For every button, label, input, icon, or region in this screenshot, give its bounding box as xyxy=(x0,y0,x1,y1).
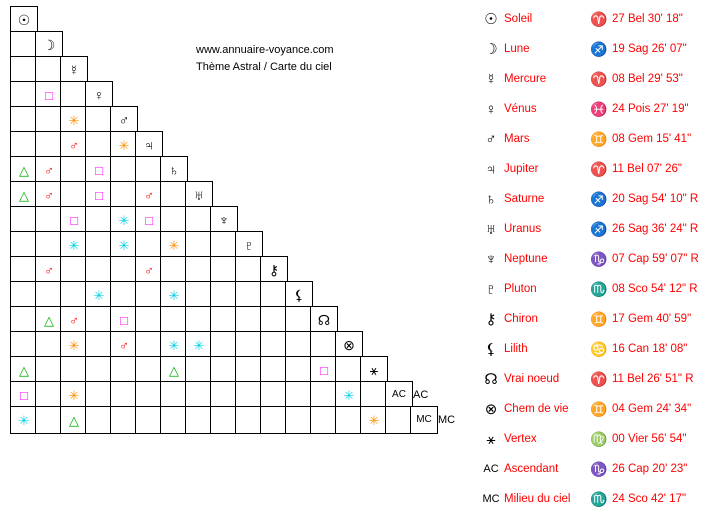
aspect-cell xyxy=(235,331,263,359)
aspect-cell xyxy=(285,381,313,409)
zodiac-sign-icon: ♓ xyxy=(590,100,608,117)
aspect-cell xyxy=(360,406,388,434)
body-glyph: ☽ xyxy=(42,37,56,53)
aspect-cell xyxy=(360,381,388,409)
aspect-cell xyxy=(35,56,63,84)
aspect-cell xyxy=(110,231,138,259)
zodiac-sign-icon: ♊ xyxy=(590,400,608,417)
body-name: Vénus xyxy=(504,103,537,115)
aspect-cell xyxy=(10,206,38,234)
aspect-grid-diagonal-cell xyxy=(360,356,388,384)
aspect-symbol: □ xyxy=(95,162,103,178)
table-row xyxy=(478,124,704,154)
body-name: Vertex xyxy=(504,433,537,445)
chart-subtitle: Thème Astral / Carte du ciel xyxy=(196,61,332,73)
body-glyph-icon: ♀ xyxy=(485,100,497,118)
zodiac-sign-icon: ♋ xyxy=(590,340,608,357)
aspect-cell xyxy=(185,306,213,334)
aspect-symbol: ♂ xyxy=(44,187,54,203)
body-glyph-icon: MC xyxy=(482,493,500,505)
aspect-cell xyxy=(110,256,138,284)
table-row xyxy=(478,364,704,394)
aspect-cell xyxy=(110,306,138,334)
body-position: 00 Vier 56' 54" xyxy=(612,433,687,445)
aspect-grid-diagonal-cell xyxy=(410,406,438,434)
aspect-cell xyxy=(110,331,138,359)
aspect-cell xyxy=(35,306,63,334)
aspect-grid-diagonal-cell xyxy=(10,6,38,34)
aspect-symbol: ✳ xyxy=(118,237,130,253)
aspect-cell xyxy=(85,356,113,384)
aspect-symbol: ✳ xyxy=(343,387,355,403)
body-name: Lune xyxy=(504,43,530,55)
aspect-cell xyxy=(235,406,263,434)
aspect-cell xyxy=(10,256,38,284)
aspect-cell xyxy=(210,406,238,434)
table-row xyxy=(478,154,704,184)
body-glyph: ♇ xyxy=(243,237,255,253)
aspect-cell xyxy=(60,281,88,309)
aspect-cell xyxy=(210,256,238,284)
aspect-cell xyxy=(160,256,188,284)
body-position: 20 Sag 54' 10" R xyxy=(612,193,699,205)
aspect-cell xyxy=(85,331,113,359)
body-name: Soleil xyxy=(504,13,533,25)
body-position: 08 Sco 54' 12" R xyxy=(612,283,698,295)
body-name: Mars xyxy=(504,133,530,145)
aspect-cell xyxy=(85,106,113,134)
aspect-symbol: □ xyxy=(145,212,153,228)
body-glyph: ♄ xyxy=(168,162,180,178)
body-position: 08 Gem 15' 41" xyxy=(612,133,692,145)
aspect-cell xyxy=(160,381,188,409)
body-position: 19 Sag 26' 07" xyxy=(612,43,687,55)
table-row xyxy=(478,34,704,64)
body-glyph-icon: ♃ xyxy=(485,160,497,178)
body-glyph: ⊗ xyxy=(343,337,355,353)
aspect-symbol: ✳ xyxy=(118,137,130,153)
aspect-cell xyxy=(10,231,38,259)
aspect-cell xyxy=(35,206,63,234)
body-glyph: ☊ xyxy=(317,312,331,328)
aspect-grid-diagonal-cell xyxy=(85,81,113,109)
aspect-grid-diagonal-cell xyxy=(260,256,288,284)
aspect-cell xyxy=(85,306,113,334)
body-glyph: ♆ xyxy=(218,212,230,228)
table-row xyxy=(478,484,704,514)
body-glyph-icon: ⚹ xyxy=(486,430,496,448)
table-row xyxy=(478,274,704,304)
aspect-cell xyxy=(85,206,113,234)
aspect-symbol: △ xyxy=(169,362,179,378)
aspect-cell xyxy=(60,181,88,209)
body-position: 26 Sag 36' 24" R xyxy=(612,223,699,235)
aspect-cell xyxy=(135,306,163,334)
aspect-cell xyxy=(185,231,213,259)
aspect-grid-diagonal-cell xyxy=(185,181,213,209)
aspect-cell xyxy=(85,231,113,259)
aspect-symbol: ✳ xyxy=(18,412,30,428)
zodiac-sign-icon: ♈ xyxy=(590,160,608,177)
aspect-cell xyxy=(10,381,38,409)
aspect-cell xyxy=(285,356,313,384)
aspect-cell xyxy=(10,331,38,359)
body-glyph-icon: AC xyxy=(483,463,499,475)
aspect-symbol: △ xyxy=(19,187,29,203)
body-glyph: ♅ xyxy=(193,187,205,203)
zodiac-sign-icon: ♍ xyxy=(590,430,608,447)
aspect-cell xyxy=(10,81,38,109)
aspect-symbol: △ xyxy=(19,362,29,378)
aspect-cell xyxy=(285,306,313,334)
body-glyph-icon: ♇ xyxy=(485,280,497,298)
aspect-cell xyxy=(210,331,238,359)
body-position: 11 Bel 07' 26" xyxy=(612,163,683,175)
table-row xyxy=(478,424,704,454)
aspect-cell xyxy=(185,331,213,359)
aspect-grid-diagonal-cell xyxy=(110,106,138,134)
zodiac-sign-icon: ♈ xyxy=(590,370,608,387)
aspect-grid-diagonal-cell xyxy=(335,331,363,359)
aspect-cell xyxy=(110,356,138,384)
zodiac-sign-icon: ♑ xyxy=(590,460,608,477)
aspect-cell xyxy=(10,156,38,184)
aspect-cell xyxy=(10,356,38,384)
aspect-grid-diagonal-cell xyxy=(210,206,238,234)
aspect-cell xyxy=(210,231,238,259)
aspect-cell xyxy=(310,331,338,359)
aspect-cell xyxy=(35,81,63,109)
aspect-cell xyxy=(35,256,63,284)
body-glyph-icon: ☉ xyxy=(484,11,498,28)
aspect-cell xyxy=(260,306,288,334)
aspect-symbol: □ xyxy=(20,387,28,403)
table-row xyxy=(478,304,704,334)
table-row xyxy=(478,94,704,124)
aspect-cell xyxy=(260,406,288,434)
aspect-cell xyxy=(160,406,188,434)
aspect-symbol: ♂ xyxy=(69,312,79,328)
aspect-cell xyxy=(85,181,113,209)
table-row xyxy=(478,334,704,364)
aspect-grid-diagonal-cell xyxy=(385,381,413,409)
aspect-cell xyxy=(60,381,88,409)
aspect-cell xyxy=(285,331,313,359)
aspect-cell xyxy=(235,256,263,284)
aspect-cell xyxy=(185,406,213,434)
aspect-symbol: ✳ xyxy=(68,112,80,128)
aspect-cell xyxy=(335,381,363,409)
body-glyph-icon: ♂ xyxy=(485,130,497,148)
aspect-symbol: ✳ xyxy=(68,237,80,253)
aspect-cell xyxy=(185,281,213,309)
aspect-symbol: ♂ xyxy=(144,187,154,203)
table-row xyxy=(478,244,704,274)
body-name: Lilith xyxy=(504,343,528,355)
aspect-cell xyxy=(85,281,113,309)
table-row xyxy=(478,394,704,424)
body-position: 24 Sco 42' 17" xyxy=(612,493,687,505)
aspect-cell xyxy=(10,106,38,134)
aspect-symbol: △ xyxy=(69,412,79,428)
body-glyph: ☿ xyxy=(68,62,80,78)
body-position: 17 Gem 40' 59" xyxy=(612,313,692,325)
body-glyph-icon: ☊ xyxy=(484,371,498,388)
body-name: Chiron xyxy=(504,313,538,325)
aspect-cell xyxy=(60,331,88,359)
aspect-cell xyxy=(135,256,163,284)
aspect-cell xyxy=(185,206,213,234)
zodiac-sign-icon: ♏ xyxy=(590,490,608,507)
body-glyph: ⚷ xyxy=(268,262,280,278)
edge-label-mc: MC xyxy=(438,414,456,426)
aspect-cell xyxy=(110,281,138,309)
aspect-cell xyxy=(110,206,138,234)
aspect-cell xyxy=(260,331,288,359)
zodiac-sign-icon: ♈ xyxy=(590,70,608,87)
aspect-symbol: ♂ xyxy=(144,262,154,278)
aspect-cell xyxy=(85,131,113,159)
aspect-cell xyxy=(260,356,288,384)
aspect-cell xyxy=(160,206,188,234)
body-position: 04 Gem 24' 34" xyxy=(612,403,692,415)
table-row xyxy=(478,4,704,34)
aspect-symbol: △ xyxy=(44,312,54,328)
aspect-symbol: ✳ xyxy=(368,412,380,428)
aspect-grid-diagonal-cell xyxy=(160,156,188,184)
body-position: 11 Bel 26' 51" R xyxy=(612,373,694,385)
table-row xyxy=(478,454,704,484)
aspect-cell xyxy=(135,281,163,309)
aspect-cell xyxy=(135,381,163,409)
aspect-cell xyxy=(135,356,163,384)
aspect-symbol: ♂ xyxy=(69,137,79,153)
aspect-cell xyxy=(135,406,163,434)
aspect-cell xyxy=(35,356,63,384)
aspect-cell xyxy=(110,131,138,159)
aspect-cell xyxy=(135,181,163,209)
aspect-grid-diagonal-cell xyxy=(285,281,313,309)
body-name: Milieu du ciel xyxy=(504,493,571,505)
aspect-symbol: ✳ xyxy=(118,212,130,228)
aspect-symbol: ♂ xyxy=(119,337,129,353)
aspect-cell xyxy=(60,356,88,384)
body-name: Ascendant xyxy=(504,463,559,475)
aspect-cell xyxy=(310,381,338,409)
body-glyph: ⚸ xyxy=(293,287,305,303)
aspect-cell xyxy=(160,231,188,259)
aspect-cell xyxy=(335,356,363,384)
table-row xyxy=(478,184,704,214)
aspect-symbol: ✳ xyxy=(93,287,105,303)
aspect-cell xyxy=(335,406,363,434)
body-glyph-icon: ⚷ xyxy=(485,311,497,328)
aspect-cell xyxy=(235,356,263,384)
aspect-cell xyxy=(10,31,38,59)
body-name: Uranus xyxy=(504,223,542,235)
body-name: Saturne xyxy=(504,193,545,205)
zodiac-sign-icon: ♐ xyxy=(590,190,608,207)
edge-label-ac: AC xyxy=(413,389,429,401)
aspect-cell xyxy=(60,81,88,109)
planet-positions-table xyxy=(478,4,704,514)
zodiac-sign-icon: ♐ xyxy=(590,40,608,57)
aspect-cell xyxy=(85,406,113,434)
aspect-cell xyxy=(310,356,338,384)
aspect-cell xyxy=(310,406,338,434)
aspect-cell xyxy=(35,156,63,184)
aspect-cell xyxy=(135,156,163,184)
body-glyph-icon: ♅ xyxy=(485,220,497,238)
table-row xyxy=(478,64,704,94)
aspect-cell xyxy=(235,281,263,309)
body-position: 08 Bel 29' 53" xyxy=(612,73,683,85)
body-glyph-icon: ⚸ xyxy=(485,341,497,358)
aspect-symbol: □ xyxy=(95,187,103,203)
aspect-cell xyxy=(110,381,138,409)
body-glyph: ♂ xyxy=(118,112,130,128)
zodiac-sign-icon: ♊ xyxy=(590,130,608,147)
zodiac-sign-icon: ♏ xyxy=(590,280,608,297)
aspect-cell xyxy=(135,331,163,359)
site-url-text: www.annuaire-voyance.com xyxy=(196,44,334,56)
body-position: 27 Bel 30' 18" xyxy=(612,13,683,25)
aspect-cell xyxy=(160,331,188,359)
body-glyph-icon: ☿ xyxy=(485,70,497,88)
aspect-cell xyxy=(235,381,263,409)
body-glyph: AC xyxy=(392,389,406,400)
aspect-cell xyxy=(210,356,238,384)
zodiac-sign-icon: ♐ xyxy=(590,220,608,237)
aspect-symbol: ✳ xyxy=(68,337,80,353)
aspect-cell xyxy=(185,381,213,409)
body-glyph: ♃ xyxy=(143,137,155,153)
aspect-cell xyxy=(210,281,238,309)
aspect-cell xyxy=(85,381,113,409)
body-position: 24 Pois 27' 19" xyxy=(612,103,689,115)
aspect-cell xyxy=(135,206,163,234)
aspect-cell xyxy=(110,181,138,209)
aspect-cell xyxy=(385,406,413,434)
body-glyph-icon: ⊗ xyxy=(484,401,498,418)
aspect-cell xyxy=(110,406,138,434)
aspect-grid-diagonal-cell xyxy=(60,56,88,84)
aspect-cell xyxy=(160,281,188,309)
aspect-cell xyxy=(35,231,63,259)
aspect-cell xyxy=(260,281,288,309)
aspect-cell xyxy=(60,131,88,159)
aspect-cell xyxy=(60,156,88,184)
aspect-cell xyxy=(35,106,63,134)
aspect-cell xyxy=(35,181,63,209)
body-glyph-icon: ♆ xyxy=(485,250,497,268)
aspect-cell xyxy=(10,306,38,334)
aspect-cell xyxy=(60,231,88,259)
aspect-cell xyxy=(60,106,88,134)
aspect-symbol: ✳ xyxy=(168,287,180,303)
aspect-cell xyxy=(85,256,113,284)
body-name: Vrai noeud xyxy=(504,373,560,385)
aspect-cell xyxy=(135,231,163,259)
aspect-cell xyxy=(60,306,88,334)
zodiac-sign-icon: ♊ xyxy=(590,310,608,327)
aspect-cell xyxy=(35,331,63,359)
body-name: Neptune xyxy=(504,253,548,265)
aspect-symbol: ✳ xyxy=(168,337,180,353)
zodiac-sign-icon: ♑ xyxy=(590,250,608,267)
body-name: Chem de vie xyxy=(504,403,569,415)
aspect-cell xyxy=(185,356,213,384)
aspect-symbol: ✳ xyxy=(168,237,180,253)
aspect-cell xyxy=(110,156,138,184)
aspect-cell xyxy=(10,56,38,84)
body-name: Jupiter xyxy=(504,163,539,175)
aspect-grid-diagonal-cell xyxy=(235,231,263,259)
aspect-symbol: ♂ xyxy=(44,162,54,178)
aspect-symbol: □ xyxy=(320,362,328,378)
aspect-cell xyxy=(35,381,63,409)
aspect-cell xyxy=(285,406,313,434)
body-name: Mercure xyxy=(504,73,547,85)
zodiac-sign-icon: ♈ xyxy=(590,10,608,27)
body-glyph: MC xyxy=(416,414,432,425)
aspect-cell xyxy=(10,406,38,434)
aspect-cell xyxy=(210,381,238,409)
aspect-cell xyxy=(85,156,113,184)
aspect-cell xyxy=(35,131,63,159)
aspect-symbol: △ xyxy=(19,162,29,178)
aspect-grid-diagonal-cell xyxy=(35,31,63,59)
aspect-symbol: □ xyxy=(120,312,128,328)
aspect-cell xyxy=(185,256,213,284)
aspect-cell xyxy=(210,306,238,334)
aspect-symbol: ✳ xyxy=(68,387,80,403)
aspect-cell xyxy=(160,181,188,209)
body-glyph: ☉ xyxy=(17,12,31,28)
aspect-grid-diagonal-cell xyxy=(135,131,163,159)
body-position: 16 Can 18' 08" xyxy=(612,343,688,355)
aspect-cell xyxy=(10,281,38,309)
body-glyph-icon: ♄ xyxy=(485,190,497,208)
aspect-cell xyxy=(35,281,63,309)
aspect-grid-diagonal-cell xyxy=(310,306,338,334)
aspect-cell xyxy=(35,406,63,434)
aspect-symbol: ✳ xyxy=(193,337,205,353)
aspect-symbol: ♂ xyxy=(44,262,54,278)
aspect-symbol: □ xyxy=(45,87,53,103)
body-glyph: ♀ xyxy=(93,87,105,103)
aspect-cell xyxy=(60,406,88,434)
body-name: Pluton xyxy=(504,283,537,295)
aspect-symbol: □ xyxy=(70,212,78,228)
aspect-cell xyxy=(260,381,288,409)
body-glyph: ⚹ xyxy=(369,362,379,378)
table-row xyxy=(478,214,704,244)
aspect-cell xyxy=(10,131,38,159)
aspect-cell xyxy=(60,206,88,234)
aspect-cell xyxy=(10,181,38,209)
aspect-cell xyxy=(160,306,188,334)
body-position: 26 Cap 20' 23" xyxy=(612,463,688,475)
aspect-cell xyxy=(60,256,88,284)
aspect-cell xyxy=(235,306,263,334)
aspect-cell xyxy=(160,356,188,384)
body-position: 07 Cap 59' 07" R xyxy=(612,253,699,265)
body-glyph-icon: ☽ xyxy=(484,41,498,58)
